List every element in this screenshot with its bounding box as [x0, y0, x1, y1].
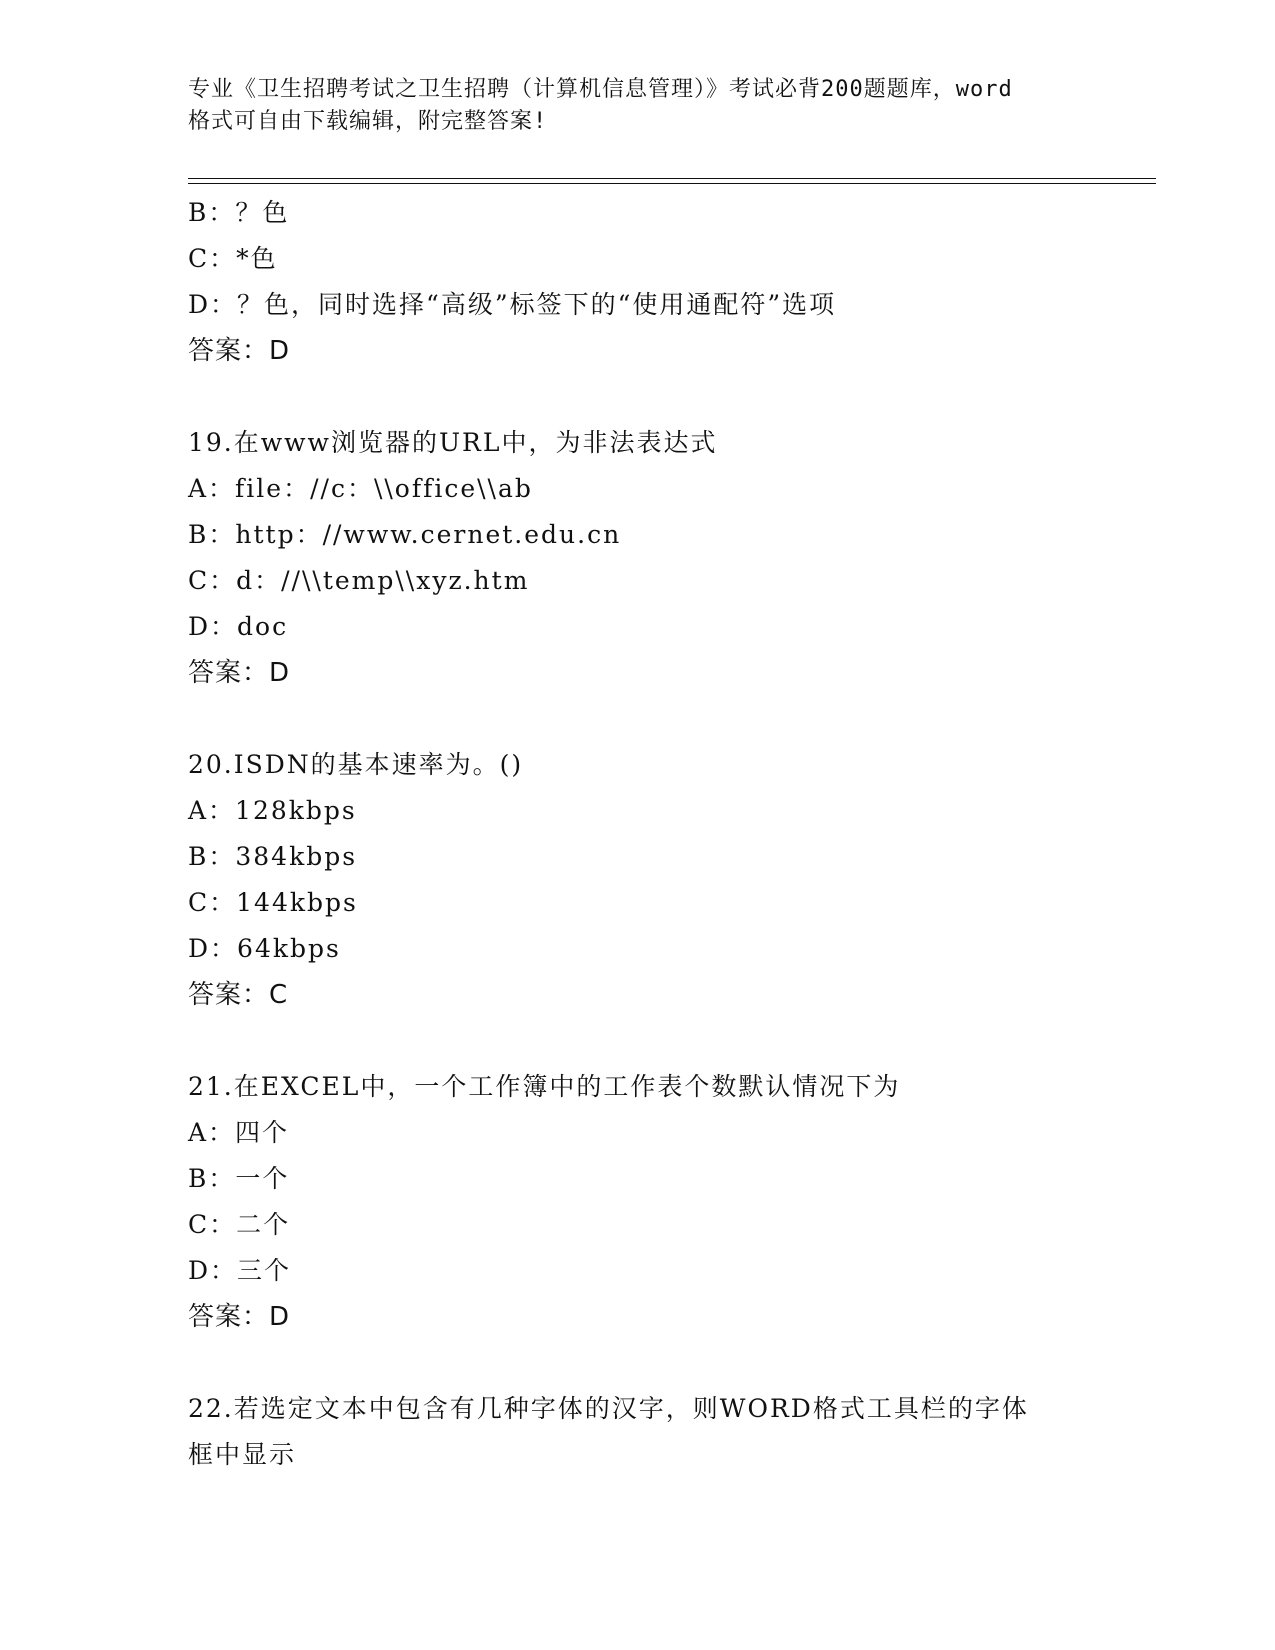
option-d: D：doc — [188, 612, 289, 641]
question-block-18 — [188, 190, 1156, 374]
option-c: C：*色 — [188, 244, 278, 273]
option-d: D：64kbps — [188, 934, 341, 963]
document-header — [188, 74, 1088, 138]
question-text-line-1: 22.若选定文本中包含有几种字体的汉字，则WORD格式工具栏的字体 — [188, 1394, 1029, 1423]
question-list — [188, 190, 1156, 1478]
header-line-2: 格式可自由下载编辑，附完整答案! — [188, 109, 548, 134]
question-text-line-2: 框中显示 — [188, 1440, 297, 1469]
answer-line: 答案：D — [188, 658, 291, 688]
answer-line: 答案：D — [188, 336, 291, 366]
question-text: 20.ISDN的基本速率为。() — [188, 750, 524, 779]
header-line-1: 专业《卫生招聘考试之卫生招聘（计算机信息管理）》考试必背200题题库，word — [188, 77, 1013, 102]
option-b: B：384kbps — [188, 842, 358, 871]
question-block-21 — [188, 1064, 1156, 1340]
question-text: 19.在www浏览器的URL中，为非法表达式 — [188, 428, 718, 457]
option-b: B：http：//www.cernet.edu.cn — [188, 520, 622, 549]
spacer — [188, 1340, 1156, 1386]
question-text: 21.在EXCEL中，一个工作簿中的工作表个数默认情况下为 — [188, 1072, 901, 1101]
spacer — [188, 1018, 1156, 1064]
option-d: D：三个 — [188, 1256, 292, 1285]
question-block-19 — [188, 420, 1156, 696]
header-divider-bottom — [188, 183, 1156, 184]
option-c: C：二个 — [188, 1210, 291, 1239]
spacer — [188, 696, 1156, 742]
spacer — [188, 374, 1156, 420]
option-c: C：144kbps — [188, 888, 358, 917]
option-b: B：？色 — [188, 198, 290, 227]
header-divider-top — [188, 178, 1156, 179]
option-b: B：一个 — [188, 1164, 290, 1193]
answer-line: 答案：D — [188, 1302, 291, 1332]
option-a: A：file：//c：\\office\\ab — [188, 474, 533, 503]
question-block-20 — [188, 742, 1156, 1018]
option-a: A：四个 — [188, 1118, 290, 1147]
option-a: A：128kbps — [188, 796, 357, 825]
option-c: C：d：//\\temp\\xyz.htm — [188, 566, 530, 595]
question-block-22 — [188, 1386, 1156, 1478]
option-d: D：？色，同时选择“高级”标签下的“使用通配符”选项 — [188, 290, 837, 319]
answer-line: 答案：C — [188, 980, 289, 1010]
